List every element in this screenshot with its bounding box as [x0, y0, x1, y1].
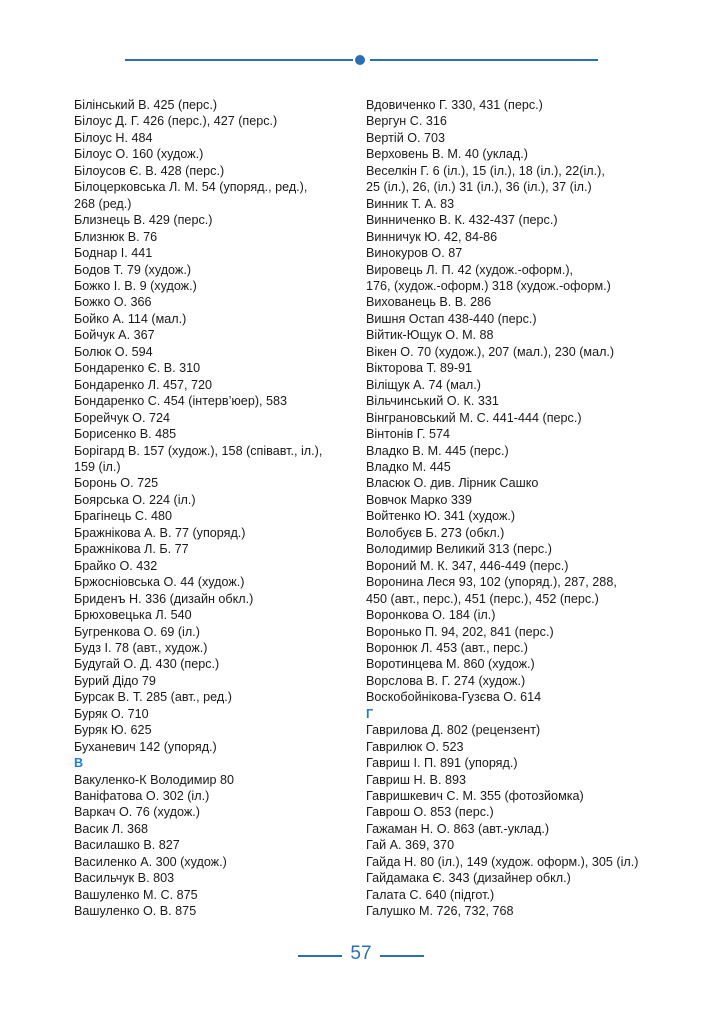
index-entry: Бондаренко Є. В. 310	[74, 361, 201, 376]
index-entry: Борейчук О. 724	[74, 410, 170, 425]
index-entry: Гажаман Н. О. 863 (авт.-уклад.)	[366, 821, 550, 836]
index-entry: 450 (авт., перс.), 451 (перс.), 452 (перс.)	[366, 591, 599, 606]
index-entry: Винничук Ю. 42, 84-86	[366, 229, 498, 244]
index-entry: Вихованець В. В. 286	[366, 295, 492, 310]
header-rule-right	[370, 59, 598, 61]
index-entry: Божко І. В. 9 (худож.)	[74, 278, 197, 293]
index-entry: Гаврилюк О. 523	[366, 739, 464, 754]
index-entry: Верховень В. М. 40 (уклад.)	[366, 147, 528, 162]
index-entry: Вільчинський О. К. 331	[366, 394, 499, 409]
index-entry: Бриденъ Н. 336 (дизайн обкл.)	[74, 591, 254, 606]
index-entry: 25 (іл.), 26, (іл.) 31 (іл.), 36 (іл.), 37 (іл.)	[366, 180, 592, 195]
index-entry: Гаврилова Д. 802 (рецензент)	[366, 723, 541, 738]
index-entry: Вінграновський М. С. 441-444 (перс.)	[366, 410, 582, 425]
index-entry: Вашуленко М. С. 875	[74, 887, 198, 902]
index-column-right	[366, 97, 656, 920]
index-entry: Вінтонів Г. 574	[366, 427, 451, 442]
index-entry: Гай А. 369, 370	[366, 838, 455, 853]
index-entry: Гавришкевич С. М. 355 (фотозйомка)	[366, 789, 584, 804]
index-entry: Бугренкова О. 69 (іл.)	[74, 624, 200, 639]
index-entry: Війтик-Ющук О. М. 88	[366, 328, 494, 343]
index-entry: Борігард В. 157 (худож.), 158 (співавт., іл.),	[74, 443, 323, 458]
footer-rule-right	[380, 955, 424, 957]
index-entry: Боднар І. 441	[74, 246, 153, 261]
index-entry: Волобуєв Б. 273 (обкл.)	[366, 525, 505, 540]
index-column-left	[74, 97, 356, 920]
index-entry: Білоус Н. 484	[74, 130, 153, 145]
index-entry: Гайдамака Є. 343 (дизайнер обкл.)	[366, 871, 571, 886]
index-entry: Білоус Д. Г. 426 (перс.), 427 (перс.)	[74, 114, 278, 129]
index-entry: Вікен О. 70 (худож.), 207 (мал.), 230 (мал.)	[366, 344, 615, 359]
index-entry: Буряк Ю. 625	[74, 723, 152, 738]
index-entry: Білоусов Є. В. 428 (перс.)	[74, 163, 225, 178]
index-entry: Брагінець С. 480	[74, 509, 173, 524]
index-entry: 268 (ред.)	[74, 196, 132, 211]
header-rule-left	[125, 59, 353, 61]
index-entry: Василашко В. 827	[74, 838, 180, 853]
index-entry: Близнець В. 429 (перс.)	[74, 213, 213, 228]
header-ornament-dot	[355, 55, 365, 65]
index-entry: Бойко А. 114 (мал.)	[74, 311, 187, 326]
index-entry: Гаврош О. 853 (перс.)	[366, 805, 494, 820]
index-entry: Вишня Остап 438-440 (перс.)	[366, 311, 537, 326]
index-entry: Вакуленко-К Володимир 80	[74, 772, 234, 787]
index-entry: Ворслова В. Г. 274 (худож.)	[366, 673, 526, 688]
index-entry: Бойчук А. 367	[74, 328, 155, 343]
index-entry: Вдовиченко Г. 330, 431 (перс.)	[366, 98, 543, 112]
index-entry: Веселкін Г. 6 (іл.), 15 (іл.), 18 (іл.), 22(іл.),	[366, 163, 605, 178]
index-entry: Галата С. 640 (підгот.)	[366, 887, 495, 902]
index-entry: Бурсак В. Т. 285 (авт., ред.)	[74, 690, 232, 705]
index-entry: Галушко М. 726, 732, 768	[366, 904, 514, 919]
index-entry: Варкач О. 76 (худож.)	[74, 805, 200, 820]
index-entry: Вировець Л. П. 42 (худож.-оформ.),	[366, 262, 574, 277]
index-entry: Боронь О. 725	[74, 476, 159, 491]
index-entry: Воскобойнікова-Гузєва О. 614	[366, 690, 542, 705]
index-entry: Гавриш Н. В. 893	[366, 772, 466, 787]
index-entry: Войтенко Ю. 341 (худож.)	[366, 509, 516, 524]
index-entry: Ваніфатова О. 302 (іл.)	[74, 789, 210, 804]
index-entry: Владко М. 445	[366, 459, 451, 474]
index-entry: Буханевич 142 (упоряд.)	[74, 739, 217, 754]
index-entry: Близнюк В. 76	[74, 229, 158, 244]
index-entry: Бондаренко Л. 457, 720	[74, 377, 212, 392]
index-entry: Вашуленко О. В. 875	[74, 904, 197, 919]
index-entry: Брайко О. 432	[74, 558, 158, 573]
index-entry: Бражнікова Л. Б. 77	[74, 542, 189, 557]
index-entry: Вовчок Марко 339	[366, 492, 472, 507]
index-entry: Віліщук А. 74 (мал.)	[366, 377, 481, 392]
index-entry: Владко В. М. 445 (перс.)	[366, 443, 509, 458]
index-entry: Бондаренко С. 454 (інтерв’юер), 583	[74, 394, 288, 409]
index-entry: Брюховецька Л. 540	[74, 608, 192, 623]
index-entry: Воронина Леся 93, 102 (упоряд.), 287, 288,	[366, 575, 617, 590]
index-entry: Володимир Великий 313 (перс.)	[366, 542, 552, 557]
index-entry: Вертій О. 703	[366, 130, 446, 145]
index-entry: Винокуров О. 87	[366, 246, 463, 261]
section-letter: Г	[366, 706, 374, 721]
index-entry: Божко О. 366	[74, 295, 152, 310]
index-entry: Власюк О. див. Лірник Сашко	[366, 476, 539, 491]
index-entry: Бражнікова А. В. 77 (упоряд.)	[74, 525, 246, 540]
index-entry: Вороний М. К. 347, 446-449 (перс.)	[366, 558, 569, 573]
index-entry: 176, (худож.-оформ.) 318 (худож.-оформ.)	[366, 278, 611, 293]
index-entry: Васик Л. 368	[74, 821, 149, 836]
index-entry: Винниченко В. К. 432-437 (перс.)	[366, 213, 558, 228]
index-entry: Бурий Дідо 79	[74, 673, 156, 688]
index-entry: Гайда Н. 80 (іл.), 149 (худож. оформ.), 305 (іл.)	[366, 854, 639, 869]
index-entry: Вергун С. 316	[366, 114, 447, 129]
index-entry: Воронько П. 94, 202, 841 (перс.)	[366, 624, 554, 639]
footer-rule-left	[298, 955, 342, 957]
index-entry: Білінський В. 425 (перс.)	[74, 98, 218, 112]
index-entry: Бржосніовська О. 44 (худож.)	[74, 575, 245, 590]
index-entry: Васильчук В. 803	[74, 871, 175, 886]
index-entry: Буряк О. 710	[74, 706, 149, 721]
index-entry: Білоцерковська Л. М. 54 (упоряд., ред.),	[74, 180, 308, 195]
index-entry: Воротинцева М. 860 (худож.)	[366, 657, 535, 672]
index-entry: Гавриш І. П. 891 (упоряд.)	[366, 756, 518, 771]
index-entry: Болюк О. 594	[74, 344, 153, 359]
index-entry: Бодов Т. 79 (худож.)	[74, 262, 192, 277]
index-entry: Воронкова О. 184 (іл.)	[366, 608, 496, 623]
index-entry: Боярська О. 224 (іл.)	[74, 492, 196, 507]
index-entry: Борисенко В. 485	[74, 427, 177, 442]
index-entry: Винник Т. А. 83	[366, 196, 455, 211]
section-letter: В	[74, 756, 84, 771]
index-entry: 159 (іл.)	[74, 459, 121, 474]
index-entry: Василенко А. 300 (худож.)	[74, 854, 227, 869]
page-number: 57	[350, 943, 372, 964]
index-entry: Будз І. 78 (авт., худож.)	[74, 640, 208, 655]
index-entry: Вікторова Т. 89-91	[366, 361, 473, 376]
index-entry: Воронюк Л. 453 (авт., перс.)	[366, 640, 528, 655]
index-entry: Будугай О. Д. 430 (перс.)	[74, 657, 220, 672]
index-entry: Білоус О. 160 (худож.)	[74, 147, 204, 162]
